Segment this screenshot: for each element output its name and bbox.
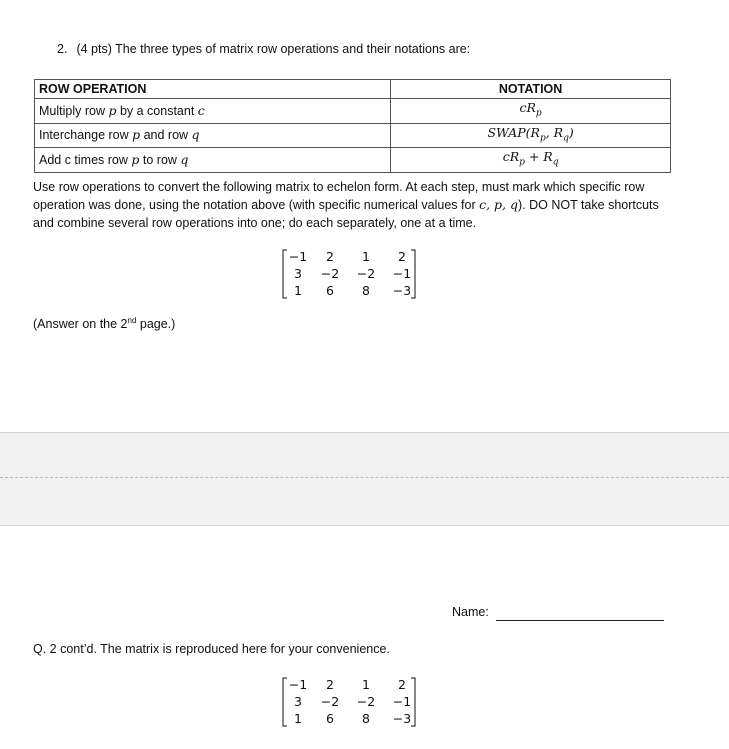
- operation-var: p: [131, 151, 140, 167]
- matrix-entry: 8: [362, 711, 370, 726]
- matrix-entry: −1: [288, 249, 308, 264]
- matrix-entry: 1: [294, 711, 302, 726]
- matrix-entry: −1: [288, 677, 308, 692]
- notation-rest: + R: [524, 149, 553, 164]
- matrix-entry: −2: [356, 694, 376, 709]
- matrix-entry: 6: [326, 711, 334, 726]
- matrix-entry: 3: [294, 694, 302, 709]
- notation-cell: [391, 99, 671, 124]
- page-break-band: [0, 432, 729, 526]
- matrix-entry: 1: [294, 283, 302, 298]
- matrix-1: [282, 249, 416, 299]
- answer-note-pre: (Answer on the 2: [33, 317, 128, 332]
- question-header-text: (4 pts) The three types of matrix row operations and their notations are:: [76, 42, 471, 56]
- instructions-text-2: ). DO NOT take shortcuts and combine several row operations into one; do each separately, one at a time.: [33, 198, 659, 230]
- notation-subscript: p: [519, 157, 525, 168]
- table-row: [35, 99, 671, 124]
- matrix-right-bracket: [411, 678, 415, 726]
- answer-note: [33, 316, 175, 331]
- operation-var: q: [191, 127, 200, 143]
- notation-subscript: p: [539, 133, 546, 143]
- instructions-paragraph: [33, 178, 683, 232]
- operation-text: Add c times row: [39, 152, 132, 167]
- notation-tail: ): [568, 124, 574, 140]
- matrix-entry: 6: [326, 283, 334, 298]
- header-notation: NOTATION: [391, 80, 671, 99]
- operation-text: to row: [139, 152, 181, 167]
- notation-cell: [391, 123, 671, 148]
- notation-main: cR: [519, 100, 536, 115]
- notation-subscript-2: q: [552, 157, 559, 168]
- table-row: [35, 123, 671, 148]
- notation-cell: [391, 148, 671, 173]
- matrix-entry: 2: [326, 249, 334, 264]
- matrix-entry: 1: [362, 677, 370, 692]
- matrix-entry: −1: [392, 694, 412, 709]
- answer-note-post: page.): [136, 317, 176, 332]
- matrix-2: [282, 677, 416, 727]
- table-header-row: [35, 80, 671, 99]
- operation-cell: [35, 148, 391, 173]
- matrix-entry: 1: [362, 249, 370, 264]
- question-number: 2.: [57, 42, 68, 56]
- continued-note: Q. 2 cont’d. The matrix is reproduced here for your convenience.: [33, 642, 390, 656]
- matrix-left-bracket: [283, 678, 287, 726]
- operation-var: p: [108, 102, 117, 118]
- matrix-entry: 2: [398, 677, 406, 692]
- operation-text: by a constant: [116, 103, 198, 118]
- page-break-dashed-line: [0, 477, 729, 478]
- matrix-entry: −2: [320, 694, 340, 709]
- notation-main: cR: [502, 149, 520, 164]
- notation-subscript-2: q: [563, 133, 569, 143]
- matrix-left-bracket: [283, 250, 287, 298]
- matrix-entry: −1: [392, 266, 412, 281]
- matrix-entry: 3: [294, 266, 302, 281]
- operation-text: and row: [140, 128, 192, 143]
- matrix-entry: 8: [362, 283, 370, 298]
- matrix-entry: −3: [392, 711, 412, 726]
- answer-note-sup: nd: [127, 316, 137, 325]
- notation-subscript: p: [535, 108, 542, 119]
- operation-cell: [35, 99, 391, 124]
- notation-rest: , R: [545, 124, 564, 140]
- matrix-entry: −2: [320, 266, 340, 281]
- matrix-entry: 2: [326, 677, 334, 692]
- matrix-entry: −3: [392, 283, 412, 298]
- operation-var: c: [197, 102, 205, 118]
- notation-main: SWAP(R: [487, 124, 540, 140]
- operation-var: p: [132, 127, 141, 143]
- header-row-operation: ROW OPERATION: [35, 80, 391, 99]
- matrix-right-bracket: [411, 250, 415, 298]
- matrix-entry: −2: [356, 266, 376, 281]
- matrix-entry: 2: [398, 249, 406, 264]
- table-row: [35, 148, 671, 173]
- operation-cell: [35, 123, 391, 148]
- question-header: [57, 42, 470, 56]
- operation-text: Multiply row: [39, 103, 109, 118]
- instructions-text-1: Use row operations to convert the following matrix to echelon form. At each step, must mark which specific row operation was done, using the notation above (with specific numerical values for: [33, 180, 645, 212]
- name-input-line[interactable]: [496, 620, 664, 621]
- operation-text: Interchange row: [39, 128, 133, 143]
- row-operations-table: [34, 79, 671, 173]
- instructions-vars: c, p, q: [479, 197, 518, 212]
- name-label: Name:: [452, 605, 489, 619]
- operation-var: q: [180, 151, 189, 167]
